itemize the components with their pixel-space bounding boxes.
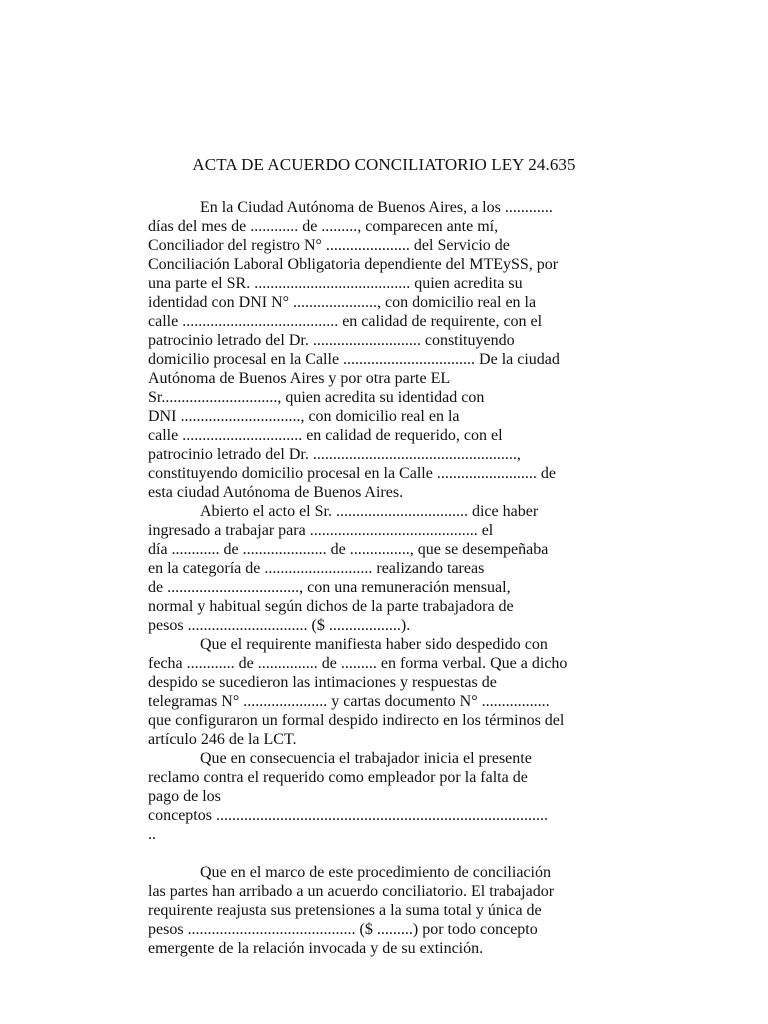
text-line: patrocinio letrado del Dr. ........................... constituyendo xyxy=(148,332,515,349)
text-line: Que en el marco de este procedimiento de conciliación xyxy=(200,864,551,881)
text-line: en la categoría de ........................... realizando tareas xyxy=(148,560,485,577)
text-line: Abierto el acto el Sr. ................................. dice haber xyxy=(200,503,539,520)
text-line: reclamo contra el requerido como empleador por la falta de xyxy=(148,769,528,786)
text-line: requirente reajusta sus pretensiones a la suma total y única de xyxy=(148,902,542,919)
text-line: constituyendo domicilio procesal en la Calle ......................... de xyxy=(148,465,556,482)
text-line: una parte el SR. ....................................... quien acredita su xyxy=(148,275,523,292)
text-line: que configuraron un formal despido indirecto en los términos del xyxy=(148,712,565,729)
text-line: despido se sucedieron las intimaciones y respuestas de xyxy=(148,674,497,691)
text-line: calle .............................. en calidad de requerido, con el xyxy=(148,427,503,444)
text-line: domicilio procesal en la Calle ................................. De la ciudad xyxy=(148,351,560,368)
text-line: Autónoma de Buenos Aires y por otra parte EL xyxy=(148,370,451,387)
body-paragraph-1 xyxy=(148,198,620,844)
text-line: fecha ............ de ............... de ......... en forma verbal. Que a dicho xyxy=(148,655,568,672)
text-line: patrocinio letrado del Dr. ..................................................., xyxy=(148,446,521,463)
text-line: identidad con DNI N° ....................., con domicilio real en la xyxy=(148,294,537,311)
text-line: las partes han arribado a un acuerdo conciliatorio. El trabajador xyxy=(148,883,555,900)
text-line: calle ....................................... en calidad de requirente, con el xyxy=(148,313,543,330)
text-line: pesos .............................. ($ ..................). xyxy=(148,617,411,634)
text-line: Que en consecuencia el trabajador inicia el presente xyxy=(200,750,532,767)
text-line: pesos .......................................... ($ .........) por todo concepto xyxy=(148,921,538,938)
text-line: Sr............................., quien acredita su identidad con xyxy=(148,389,485,406)
text-line: emergente de la relación invocada y de su extinción. xyxy=(148,940,484,957)
text-line: Que el requirente manifiesta haber sido despedido con xyxy=(200,636,548,653)
text-line: de ................................., con una remuneración mensual, xyxy=(148,579,511,596)
text-line: día ............ de ..................... de ..............., que se desempeñaba xyxy=(148,541,549,558)
text-line: Conciliación Laboral Obligatoria dependiente del MTEySS, por xyxy=(148,256,559,273)
text-line: DNI .............................., con domicilio real en la xyxy=(148,408,460,425)
document-title: ACTA DE ACUERDO CONCILIATORIO LEY 24.635 xyxy=(192,155,576,174)
text-line: telegramas N° ..................... y cartas documento N° ................. xyxy=(148,693,550,710)
text-line: .. xyxy=(148,826,156,843)
text-line: En la Ciudad Autónoma de Buenos Aires, a los ............ xyxy=(200,199,553,216)
text-line: Conciliador del registro N° ..................... del Servicio de xyxy=(148,237,510,254)
text-line: artículo 246 de la LCT. xyxy=(148,731,297,748)
text-line: esta ciudad Autónoma de Buenos Aires. xyxy=(148,484,404,501)
text-line: ingresado a trabajar para .......................................... el xyxy=(148,522,494,539)
text-line: normal y habitual según dichos de la parte trabajadora de xyxy=(148,598,514,615)
text-line: días del mes de ............ de ........., comparecen ante mí, xyxy=(148,218,499,235)
body-paragraph-2 xyxy=(148,863,620,958)
text-line: pago de los xyxy=(148,788,221,805)
text-line: conceptos ................................................................................... xyxy=(148,807,548,824)
